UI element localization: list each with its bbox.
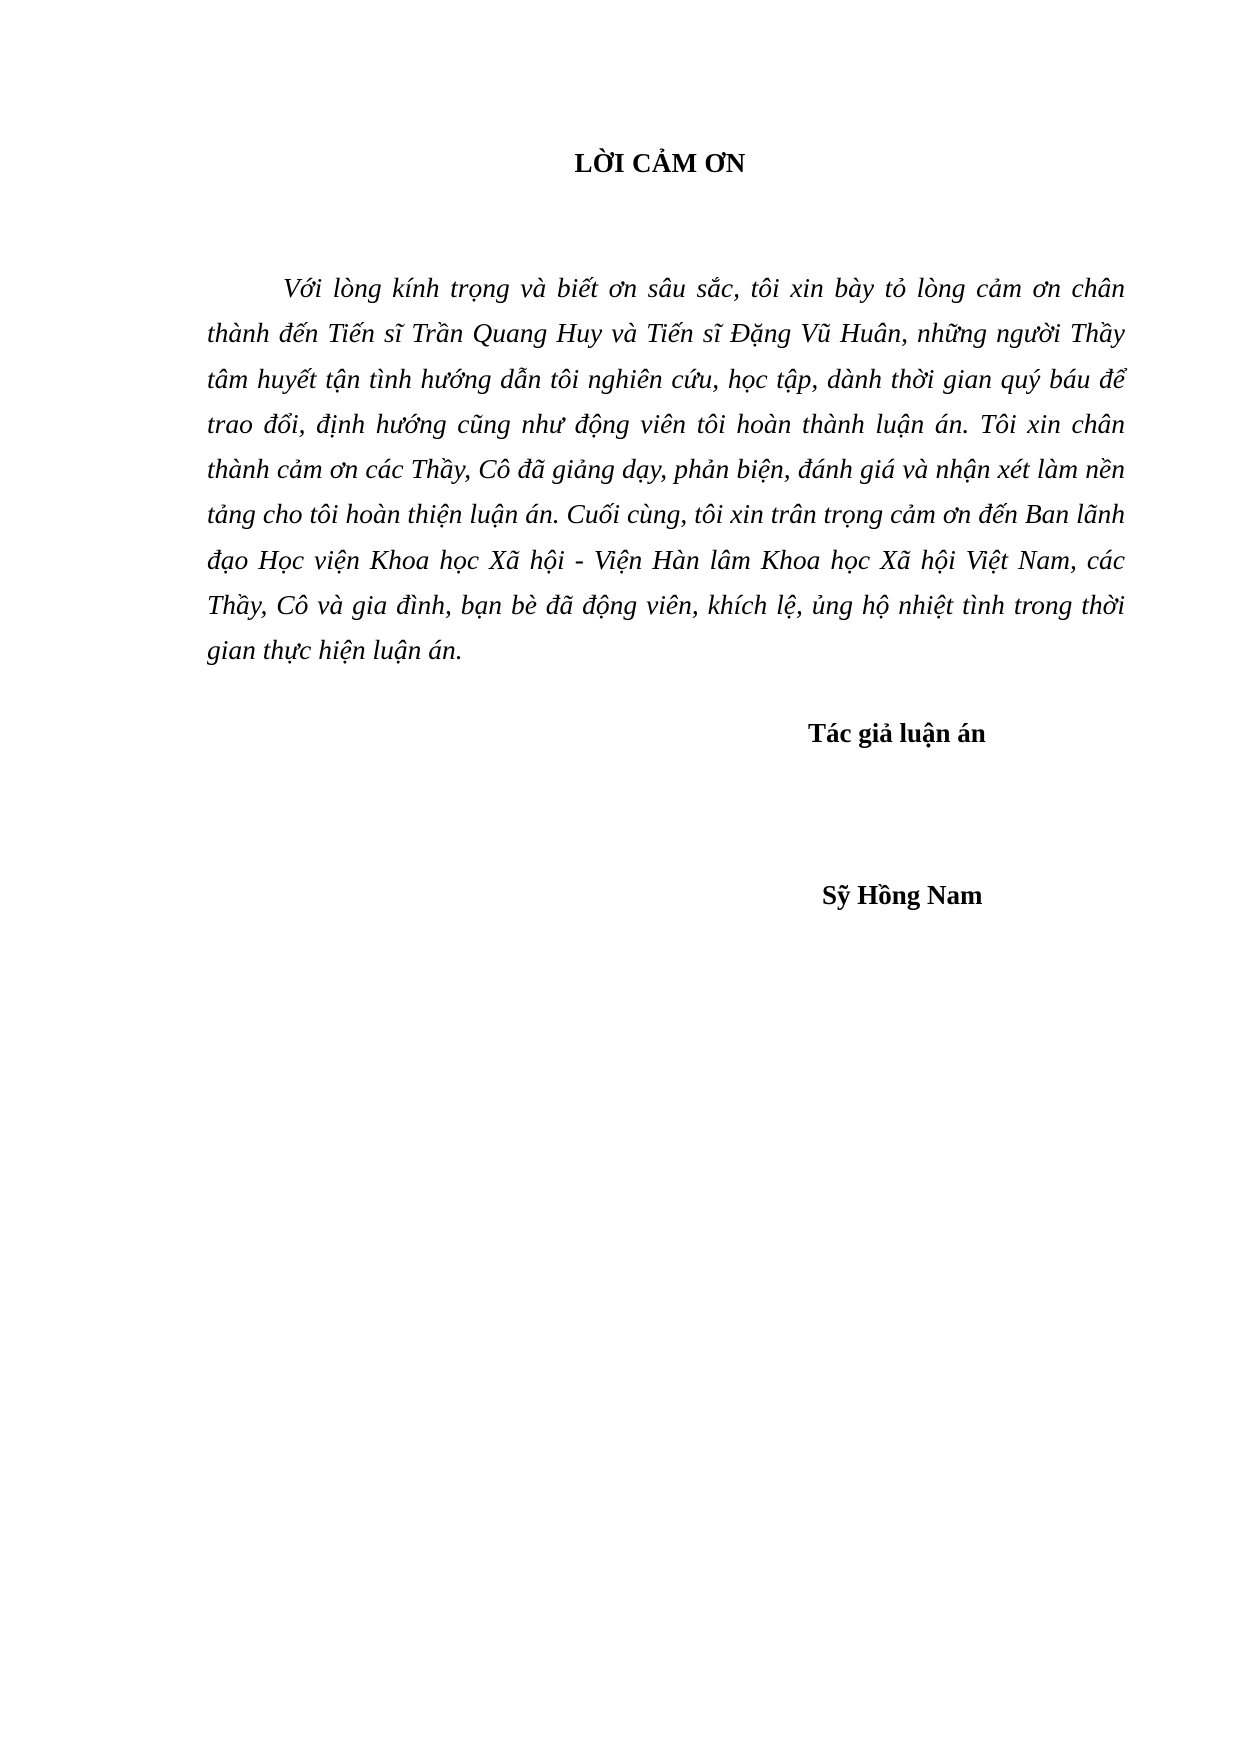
acknowledgement-paragraph: Với lòng kính trọng và biết ơn sâu sắc, tôi xin bày tỏ lòng cảm ơn chân thành đến Tiến sĩ Trần Quang Huy và Tiến sĩ Đặng Vũ Huân, những người Thầy tâm huyết tận tình hướng dẫn tôi nghiên cứu, học tập, dành thời gian quý báu để trao đổi, định hướng cũng như động viên tôi hoàn thành luận án. Tôi xin chân thành cảm ơn các Thầy, Cô đã giảng dạy, phản biện, đánh giá và nhận xét làm nền tảng cho tôi hoàn thiện luận án. Cuối cùng, tôi xin trân trọng cảm ơn đến Ban lãnh đạo Học viện Khoa học Xã hội - Viện Hàn lâm Khoa học Xã hội Việt Nam, các Thầy, Cô và gia đình, bạn bè đã động viên, khích lệ, ủng hộ nhiệt tình trong thời gian thực hiện luận án. [207,272,1125,666]
signature-label: Tác giả luận án [808,718,986,748]
page-title: LỜI CẢM ƠN [574,148,746,178]
author-name: Sỹ Hồng Nam [822,880,983,910]
